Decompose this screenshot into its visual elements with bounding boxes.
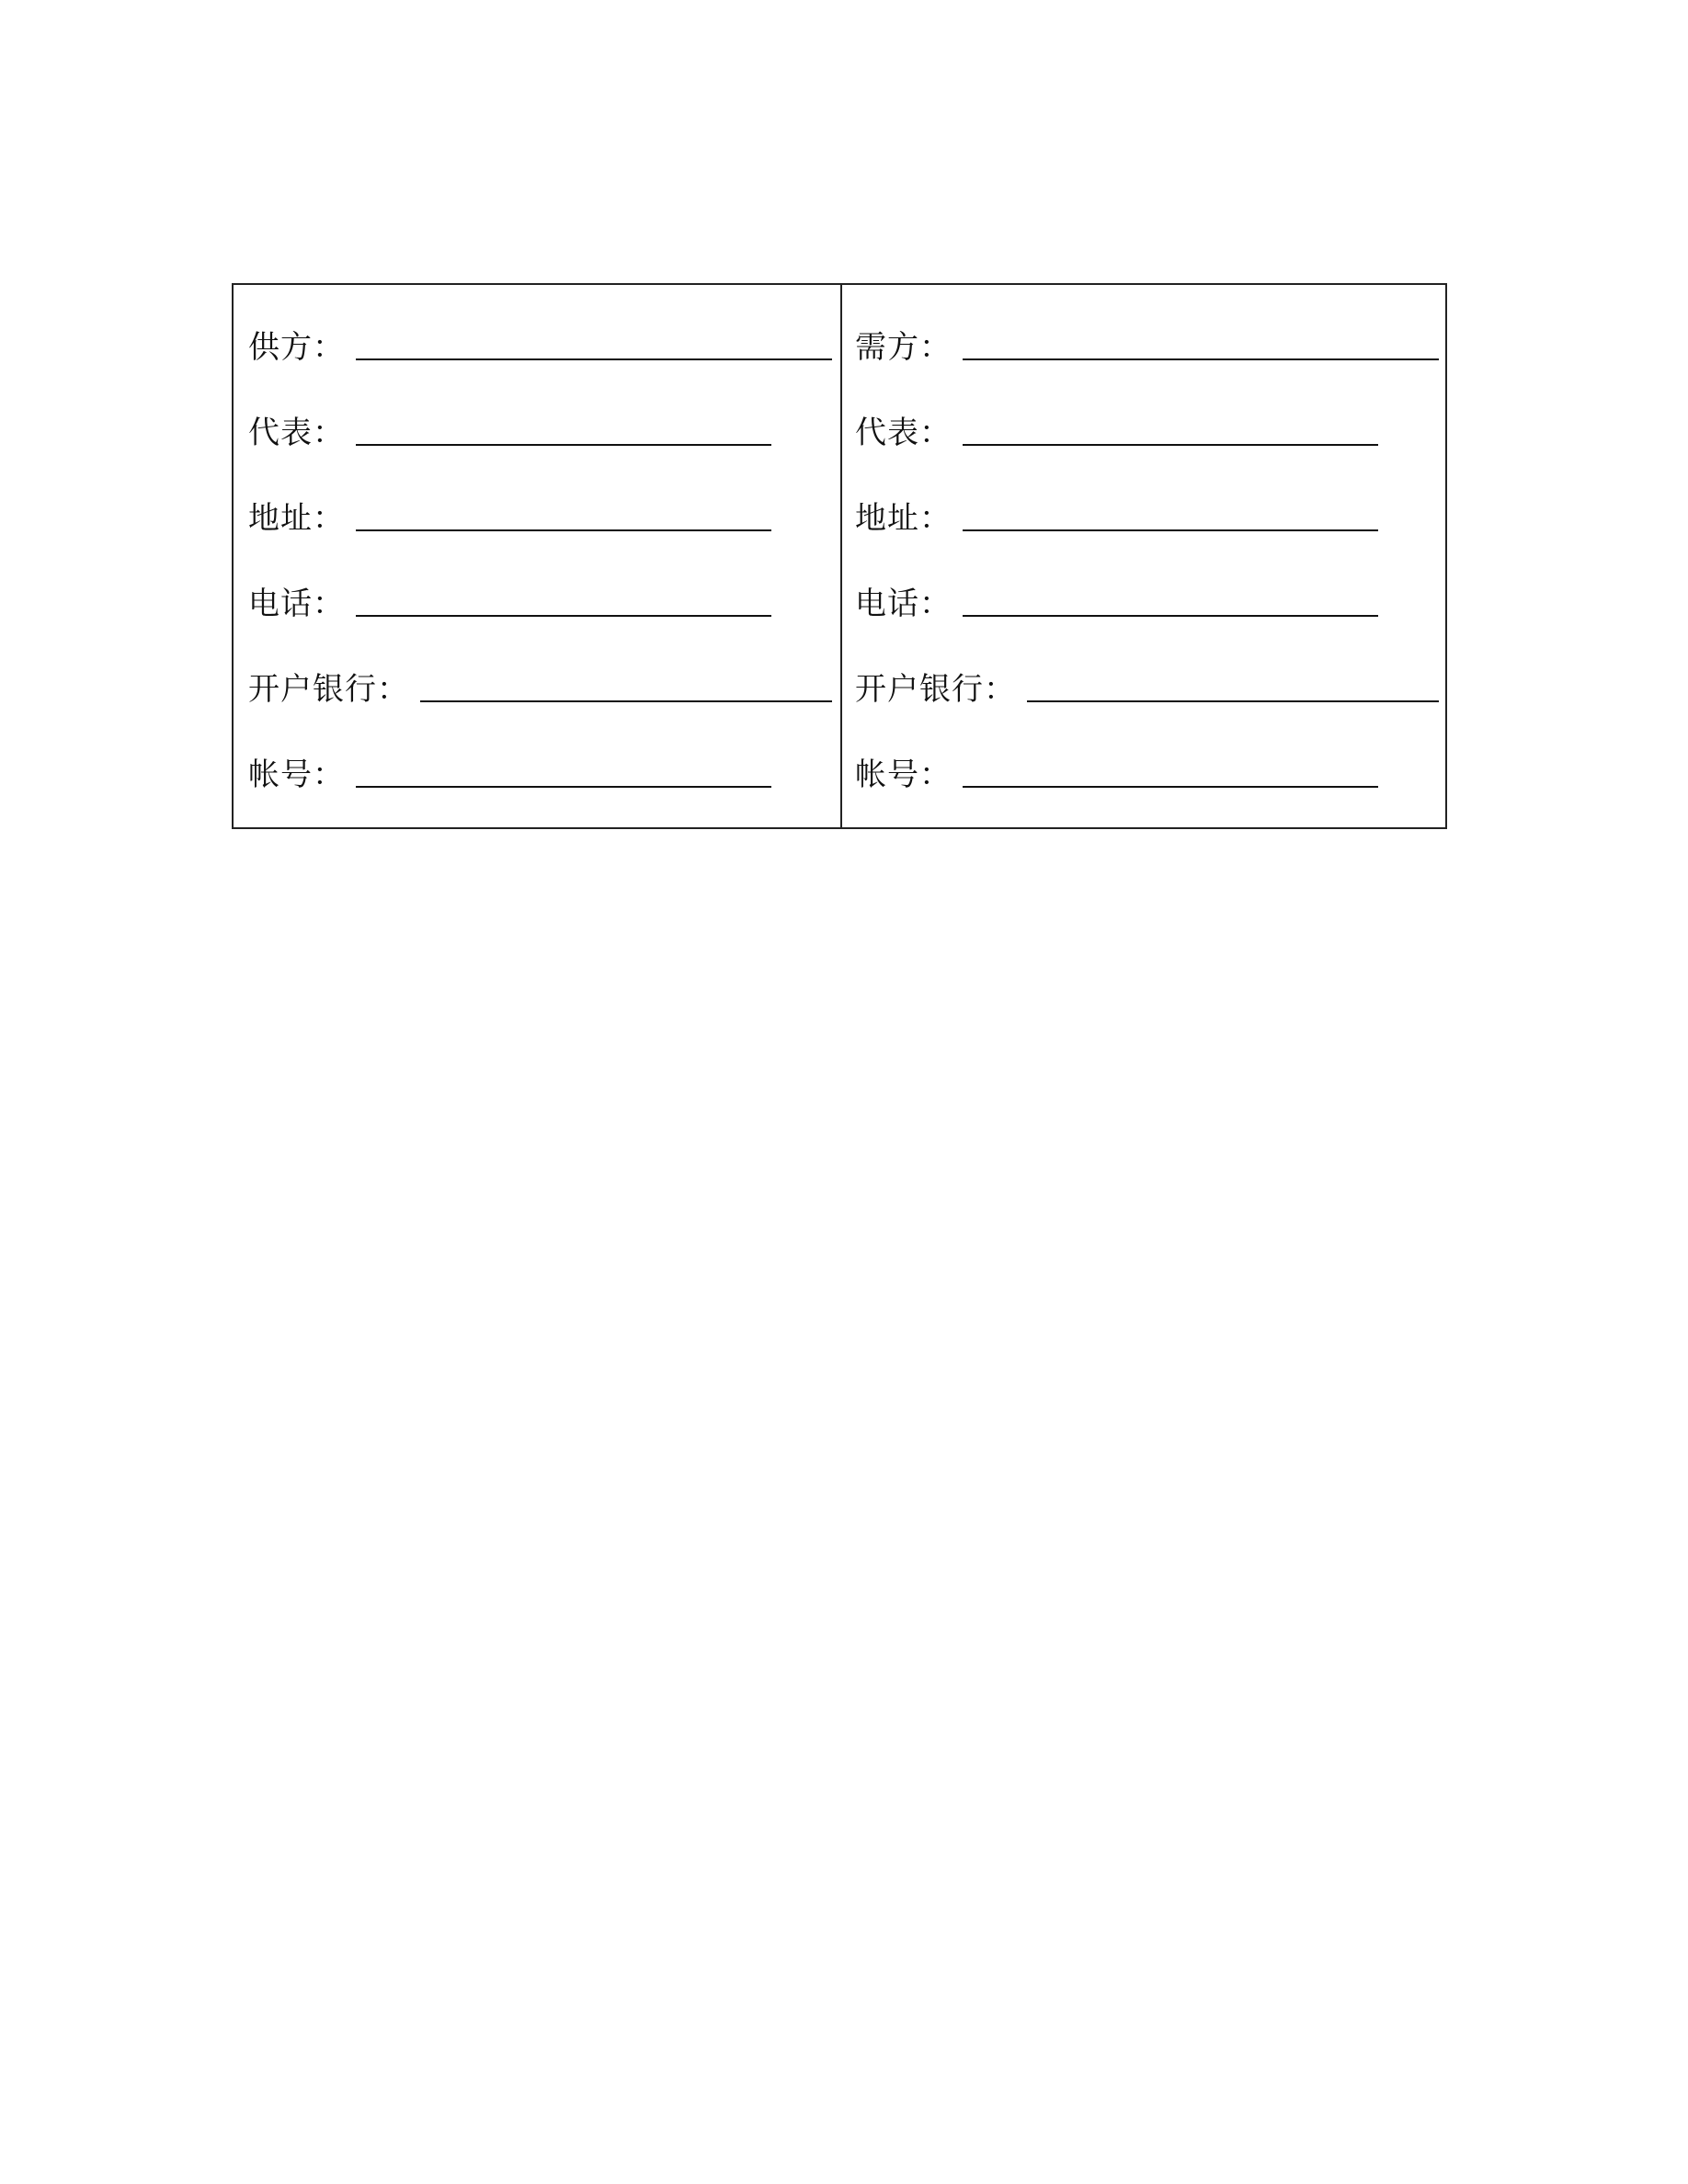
buyer-rep-label: 代表： [855,415,952,451]
supplier-name-row [248,320,832,366]
supplier-rep-label: 代表： [248,415,345,451]
buyer-bank-row [855,662,1439,708]
supplier-phone-blank[interactable] [356,615,771,617]
supplier-address-label: 地址： [248,500,345,537]
buyer-bank-blank[interactable] [1027,700,1439,702]
column-divider [840,285,842,827]
supplier-phone-label: 电话： [248,586,345,622]
buyer-rep-row [855,405,1378,451]
buyer-account-label: 帐号： [855,756,952,793]
buyer-rep-blank[interactable] [963,444,1378,446]
supplier-bank-row [248,662,832,708]
buyer-account-row [855,747,1378,793]
signature-form-box [232,283,1447,829]
buyer-name-blank[interactable] [963,358,1439,360]
buyer-address-label: 地址： [855,500,952,537]
supplier-phone-row [248,576,771,622]
supplier-account-label: 帐号： [248,756,345,793]
buyer-address-row [855,491,1378,537]
buyer-phone-row [855,576,1378,622]
supplier-bank-blank[interactable] [420,700,832,702]
supplier-account-row [248,747,771,793]
supplier-rep-row [248,405,771,451]
buyer-account-blank[interactable] [963,786,1378,788]
buyer-phone-label: 电话： [855,586,952,622]
supplier-name-blank[interactable] [356,358,832,360]
supplier-account-blank[interactable] [356,786,771,788]
buyer-name-row [855,320,1439,366]
buyer-address-blank[interactable] [963,529,1378,531]
supplier-bank-label: 开户银行： [248,671,409,708]
buyer-name-label: 需方： [855,329,952,366]
buyer-phone-blank[interactable] [963,615,1378,617]
supplier-address-row [248,491,771,537]
buyer-bank-label: 开户银行： [855,671,1016,708]
supplier-name-label: 供方： [248,329,345,366]
supplier-address-blank[interactable] [356,529,771,531]
supplier-rep-blank[interactable] [356,444,771,446]
